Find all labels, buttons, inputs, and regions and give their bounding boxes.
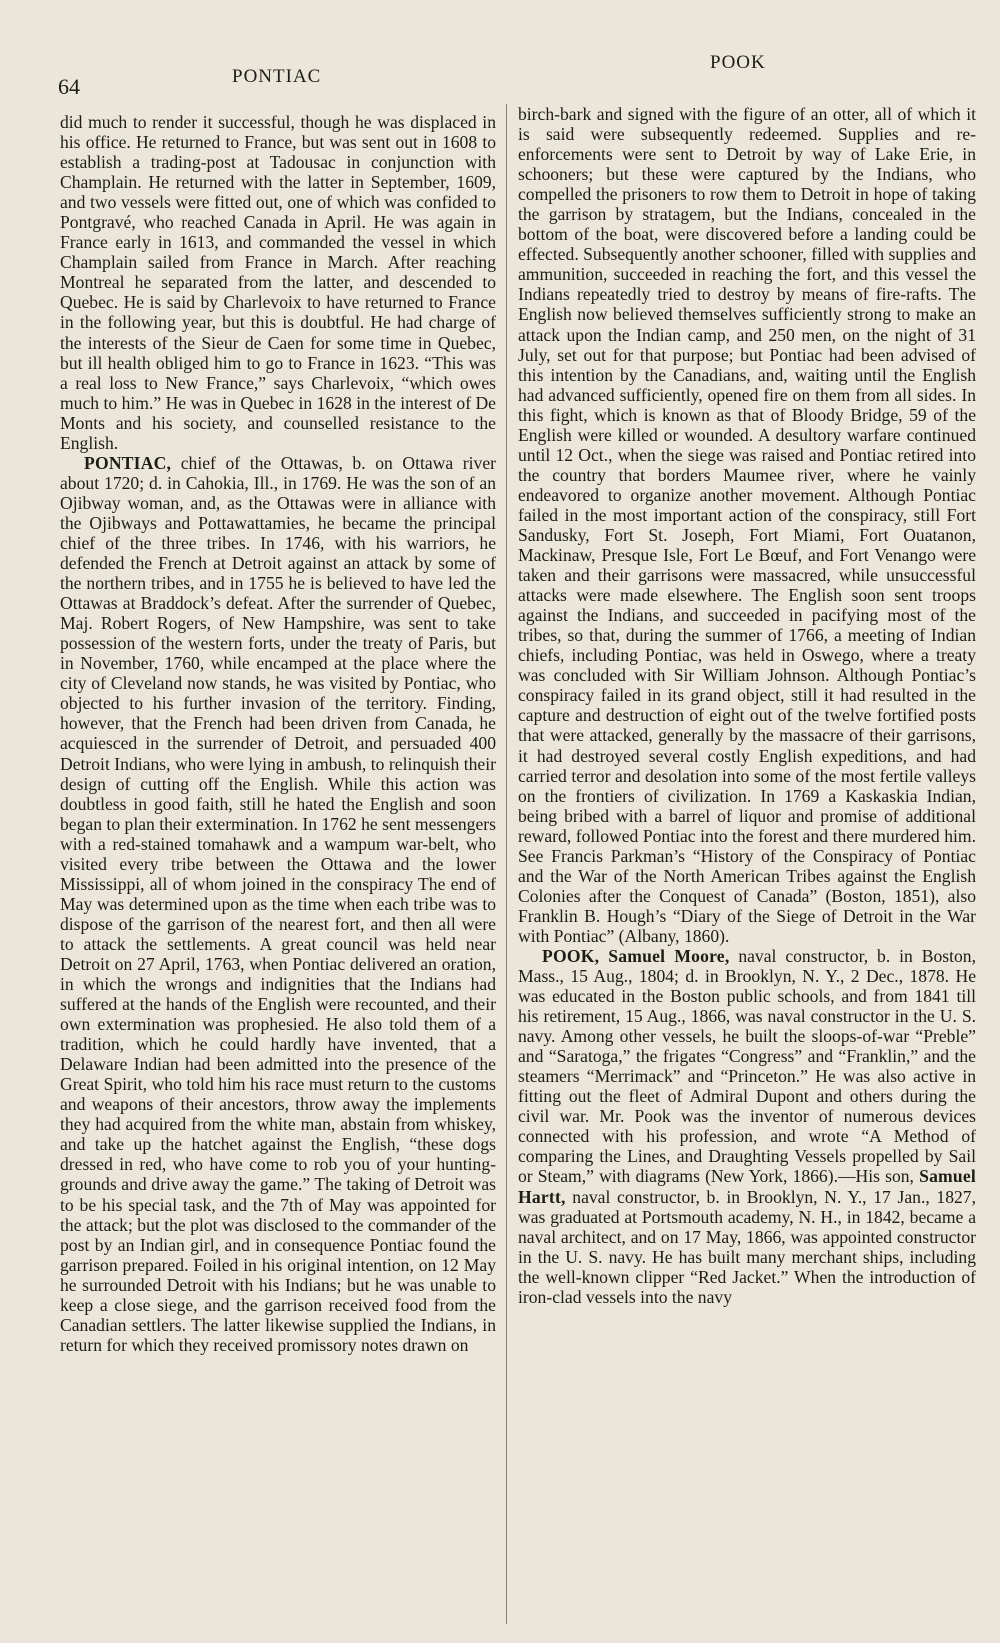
entry-pontiac xyxy=(60,453,496,1355)
right-column xyxy=(518,104,976,1307)
entry-headword: PONTIAC, xyxy=(84,452,172,473)
entry-body: naval constructor, b. in Boston, Mass., 15 Aug., 1804; d. in Brooklyn, N. Y., 2 Dec., 1878. He was educated in the Boston public schools, and from 1841 till his retirement, 15 Aug., 1866, was naval constructor in the U. S. navy. Among other vessels, he built the sloops-of-war “Preble” and “Saratoga,” the frigates “Congress” and “Franklin,” and the steamers “Merrimack” and “Princeton.” He was also active in fitting out the fleet of Admiral Dupont and others during the civil war. Mr. Pook was the inventor of numerous devices connected with his profession, and wrote “A Method of comparing the Lines, and Draughting Vessels propelled by Sail or Steam,” with diagrams (New York, 1866).—His son, xyxy=(518,945,976,1187)
continued-entry-text: did much to render it successful, though he was displaced in his office. He returned to France, but was sent out in 1608 to establish a trading-post at Tadousac in conjunction with Champlain. He returned with the latter in September, 1609, and two vessels were fitted out, one of which was confided to Pontgravé, who reached Canada in April. He was again in France early in 1613, and commanded the vessel in which Champlain sailed from France in March. After reaching Montreal he separated from the latter, and descended to Quebec. He is said by Charlevoix to have returned to France in the following year, but this is doubtful. He had charge of the interests of the Sieur de Caen for some time in Quebec, but ill health obliged him to go to France in 1623. “This was a real loss to New France,” says Charlevoix, “which owes much to him.” He was in Quebec in 1628 in the interest of De Monts and his society, and counselled resistance to the English. xyxy=(60,112,496,453)
page-number: 64 xyxy=(58,74,80,99)
sub-entry-name: Samuel Hartt, xyxy=(518,1166,976,1207)
entry-body-continued: naval constructor, b. in Brooklyn, N. Y., 17 Jan., 1827, was graduated at Portsmouth academy, N. H., in 1842, became a naval architect, and on 17 May, 1866, was appointed constructor in the U. S. navy. He has built many merchant ships, including the well-known clipper “Red Jacket.” When the introduction of iron-clad vessels into the navy xyxy=(518,1186,976,1307)
continued-entry-text: birch-bark and signed with the figure of an otter, all of which it is said were subsequently redeemed. Supplies and re-enforcements were sent to Detroit by way of Lake Erie, in schooners; but these were captured by the Indians, who compelled the prisoners to row them to Detroit in hope of taking the garrison by stratagem, but the Indians, concealed in the bottom of the boat, were discovered before a landing could be effected. Subsequently another schooner, filled with supplies and ammunition, succeeded in reaching the fort, and this vessel the Indians repeatedly tried to destroy by means of fire-rafts. The English now believed themselves sufficiently strong to make an attack upon the Indian camp, and 250 men, on the night of 31 July, set out for that purpose; but Pontiac had been advised of this intention by the Canadians, and, waiting until the English had advanced sufficiently, opened fire on them from all sides. In this fight, which is known as that of Bloody Bridge, 59 of the English were killed or wounded. A desultory warfare continued until 12 Oct., when the siege was raised and Pontiac retired into the country that borders Maumee river, where he vainly endeavored to organize another movement. Although Pontiac failed in the most important action of the conspiracy, still Fort Sandusky, Fort St. Joseph, Fort Miami, Fort Ouatanon, Mackinaw, Presque Isle, Fort Le Bœuf, and Fort Venango were taken and their garrisons were massacred, while unsuccessful attacks were made elsewhere. The English soon sent troops against the Indians, and succeeded in pacifying most of the tribes, so that, during the summer of 1766, a meeting of Indian chiefs, including Pontiac, was held in Oswego, where a treaty was concluded with Sir William Johnson. Although Pontiac’s conspiracy failed in its grand object, still it had resulted in the capture and destruction of eight out of the twelve fortified posts that were attacked, generally by the massacre of their garrisons, it had destroyed several costly English expeditions, and had carried terror and desolation into some of the most fertile valleys on the frontiers of civilization. In 1769 a Kaskaskia Indian, being bribed with a barrel of liquor and promise of additional reward, followed Pontiac into the forest and there murdered him. See Francis Parkman’s “History of the Conspiracy of Pontiac and the War of the North American Tribes against the English Colonies after the Conquest of Canada” (Boston, 1851), also Franklin B. Hough’s “Diary of the Siege of Detroit in the War with Pontiac” (Albany, 1860). xyxy=(518,104,976,946)
entry-headword: POOK, Samuel Moore, xyxy=(542,945,730,966)
left-column xyxy=(60,112,496,1355)
column-divider xyxy=(506,104,507,1624)
entry-pook xyxy=(518,946,976,1307)
running-head-left: PONTIAC xyxy=(232,66,322,87)
entry-body: chief of the Ottawas, b. on Ottawa river about 1720; d. in Cahokia, Ill., in 1769. He was the son of an Ojibway woman, and, as the Ottawas were in alliance with the Ojibways and Pottawattamies, he became the principal chief of the three tribes. In 1746, with his warriors, he defended the French at Detroit against an attack by some of the northern tribes, and in 1755 he is believed to have led the Ottawas at Braddock’s defeat. After the surrender of Quebec, Maj. Robert Rogers, of New Hampshire, was sent to take possession of the western forts, under the treaty of Paris, but in November, 1760, while encamped at the place where the city of Cleveland now stands, he was visited by Pontiac, who objected to his further invasion of the territory. Finding, however, that the French had been driven from Canada, he acquiesced in the surrender of Detroit, and persuaded 400 Detroit Indians, who were lying in ambush, to relinquish their design of cutting off the English. While this action was doubtless in good faith, still he hated the English and soon began to plan their extermination. In 1762 he sent messengers with a red-stained tomahawk and a wampum war-belt, who visited every tribe between the Ottawa and the lower Mississippi, all of whom joined in the conspiracy The end of May was determined upon as the time when each tribe was to dispose of the garrison of the nearest fort, and then all were to attack the settlements. A great council was held near Detroit on 27 April, 1763, when Pontiac delivered an oration, in which the wrongs and indignities that the Indians had suffered at the hands of the English were recounted, and their own extermination was prophesied. He also told them of a tradition, which he could hardly have invented, that a Delaware Indian had been admitted into the presence of the Great Spirit, who told him his race must return to the customs and weapons of their ancestors, throw away the implements they had acquired from the white man, abstain from whiskey, and take up the hatchet against the English, “these dogs dressed in red, who have come to rob you of your hunting-grounds and drive away the game.” The taking of Detroit was to be his special task, and the 7th of May was appointed for the attack; but the plot was disclosed to the commander of the post by an Indian girl, and in consequence Pontiac found the garrison prepared. Foiled in his original intention, on 12 May he surrounded Detroit with his Indians; but he was unable to keep a close siege, and the garrison received food from the Canadian settlers. The latter likewise supplied the Indians, in return for which they received promissory notes drawn on xyxy=(60,452,496,1355)
page-header xyxy=(0,48,1000,98)
running-head-right: POOK xyxy=(710,52,766,73)
